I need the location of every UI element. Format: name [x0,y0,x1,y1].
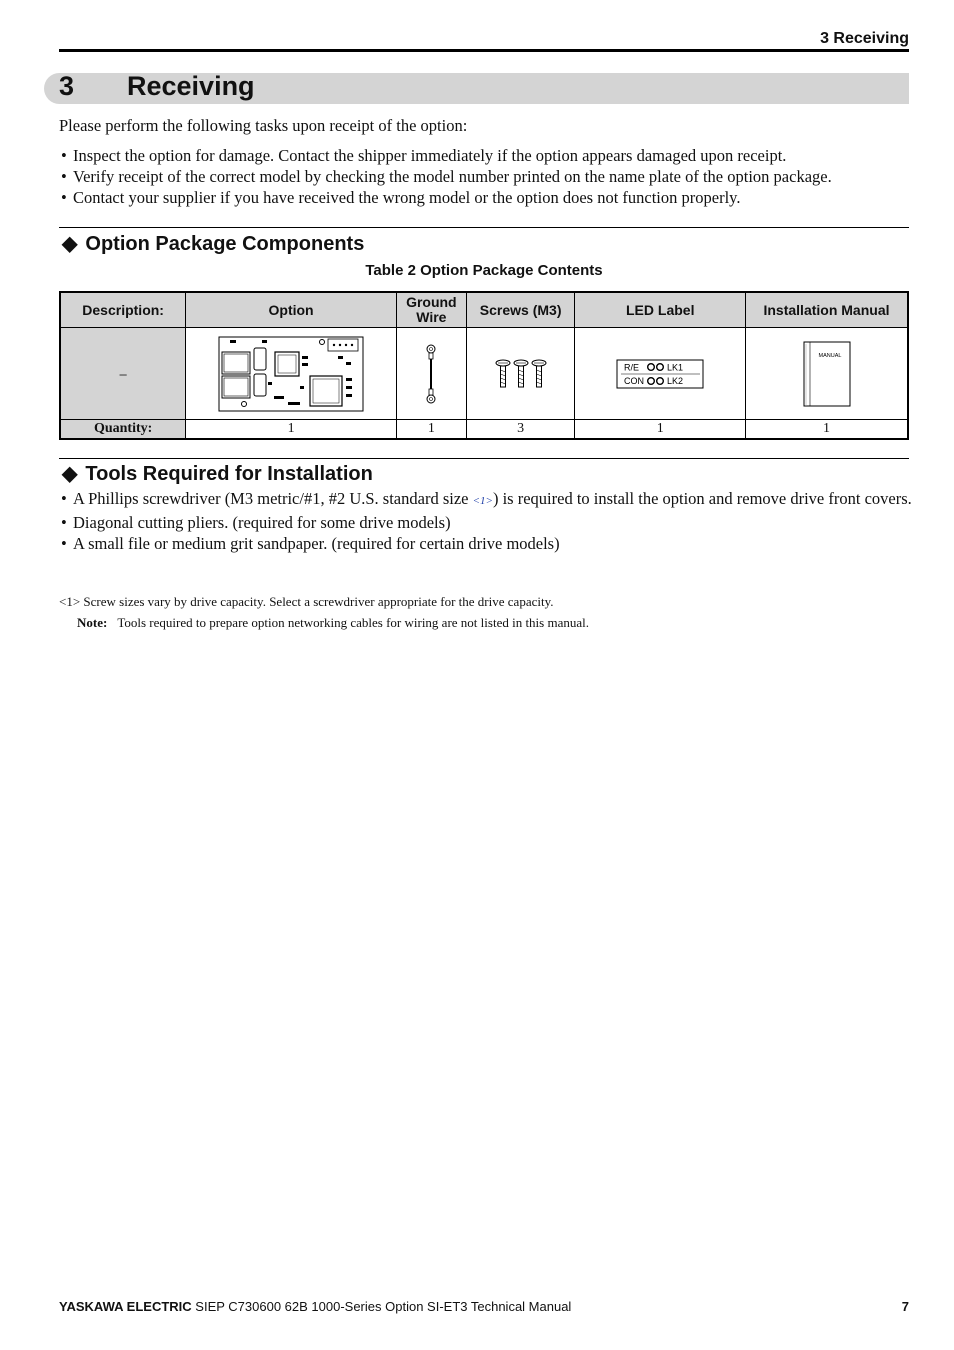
chapter-number: 3 [59,71,75,101]
option-board-illustration [218,336,364,412]
screws-cell [466,328,575,420]
screws-illustration [495,359,547,389]
ground-wire-cell [396,328,466,420]
column-header: Installation Manual [746,292,909,328]
table-caption: Table 2 Option Package Contents [365,262,603,279]
intro-paragraph: Please perform the following tasks upon receipt of the option: [59,116,468,135]
image-row-label-cell: – [60,328,186,420]
section-title: Option Package Components [85,233,365,255]
manual-cover-text: MANUAL [818,352,841,359]
led-label-cell [575,328,746,420]
list-item: • Diagonal cutting pliers. (required for some drive models) [59,512,914,533]
table-row [60,328,908,420]
chapter-title: Receiving [127,71,255,101]
manual-illustration [802,340,852,408]
section-heading-tools [62,461,373,486]
section-title: Tools Required for Installation [85,463,373,485]
option-package-table [59,291,909,440]
note-label: Note: [77,615,108,630]
list-item: • Contact your supplier if you have received the wrong model or the option does not function properly. [59,187,914,208]
note [77,615,589,631]
column-header: Description: [60,292,186,328]
section-heading-components [62,231,364,256]
led-label-text: CON [624,375,645,386]
diamond-bullet-icon: ◆ [62,233,78,255]
footer-brand: YASKAWA ELECTRIC [59,1299,192,1314]
table-cell: 1 [186,420,397,440]
column-header: Screws (M3) [466,292,575,328]
footnote-reference-link[interactable]: <1> [472,495,493,507]
footer-doc-title: SIEP C730600 62B 1000-Series Option SI-ET3 Technical Manual [191,1299,572,1314]
column-header: Option [186,292,397,328]
table-header-row [60,292,908,328]
led-label-text: R/E [624,362,640,372]
column-header: LED Label [575,292,746,328]
table-cell: 1 [396,420,466,440]
quantity-label: Quantity: [60,420,186,440]
installation-manual-cell [746,328,909,420]
list-item: • A small file or medium grit sandpaper. (required for certain drive models) [59,533,914,554]
header-rule [59,49,909,52]
list-item: • A Phillips screwdriver (M3 metric/#1, #2 U.S. standard size <1>) is required to install the option and remove drive front covers. [59,488,914,512]
led-label-text: LK2 [667,375,684,386]
list-item: • Verify receipt of the correct model by checking the model number printed on the name plate of the option package. [59,166,914,187]
led-label-text: LK1 [667,362,684,372]
option-board-cell [186,328,397,420]
diamond-bullet-icon: ◆ [62,463,78,485]
receiving-task-list [59,145,914,208]
footnote: <1> Screw sizes vary by drive capacity. Select a screwdriver appropriate for the drive capacity. [59,594,554,609]
table-cell: 3 [466,420,575,440]
column-header: Ground Wire [396,292,466,328]
section-rule [59,458,909,459]
page-footer [59,1299,909,1314]
page-number: 7 [901,1299,909,1314]
note-text: Tools required to prepare option networking cables for wiring are not listed in this manual. [117,615,589,630]
table-cell: 1 [746,420,909,440]
led-label-illustration [616,359,704,389]
running-header: 3 Receiving [820,30,909,47]
table-row [60,420,908,440]
list-item: • Inspect the option for damage. Contact the shipper immediately if the option appears damaged upon receipt. [59,145,914,166]
section-rule [59,227,909,228]
table-cell: 1 [575,420,746,440]
ground-wire-illustration [424,344,438,404]
tools-list [59,488,914,554]
